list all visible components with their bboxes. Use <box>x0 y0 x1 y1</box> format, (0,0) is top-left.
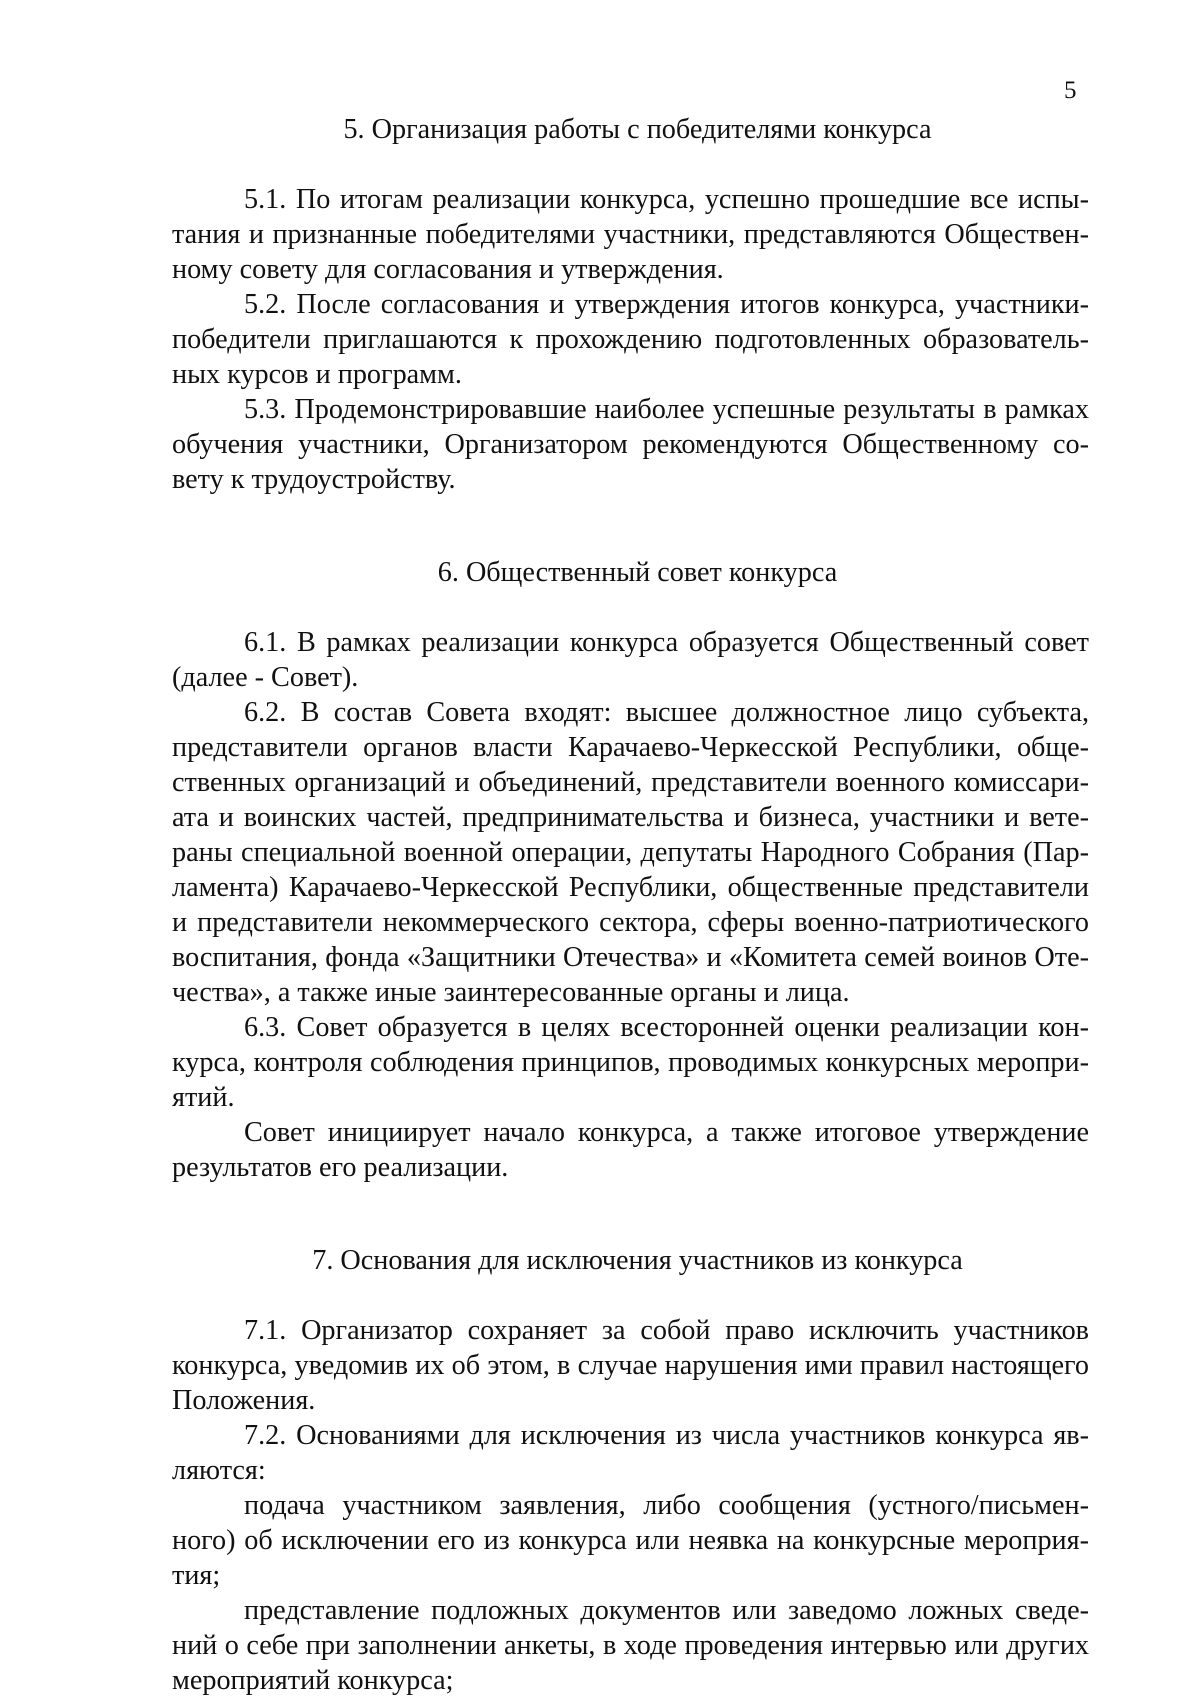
section-heading: 7. Основания для исключения участников из конкурса <box>312 1245 963 1276</box>
paragraph-7-2: 7.2. Основаниями для исключения из числа участников конкурса являются: <box>172 1420 1089 1486</box>
section-heading: 6. Общественный совет конкурса <box>437 557 838 588</box>
paragraph-7-2-item-1: подача участником заявления, либо сообщения (устного/письменного) об исключении его из конкурса или неявка на конкурсные мероприятия; <box>172 1490 1089 1591</box>
section-5 <box>172 112 1089 497</box>
paragraph-6-3: 6.3. Совет образуется в целях всесторонней оценки реализации конкурса, контроля соблюдения принципов, проводимых конкурсных мероприятий. <box>172 1012 1089 1113</box>
section-6 <box>172 555 1089 1185</box>
paragraph-7-1: 7.1. Организатор сохраняет за собой право исключить участников конкурса, уведомив их об этом, в случае нарушения ими правил настоящего Положения. <box>172 1315 1089 1416</box>
paragraph-6-2: 6.2. В состав Совета входят: высшее должностное лицо субъекта, представители органов власти Карачаево-Черкесской Республики, общественных организаций и объединений, представители военного комиссариата и воинских частей, предпринимательства и бизнеса, участники и ветераны специальной военной операции, депутаты Народного Собрания (Парламента) Карачаево-Черкесской Республики, общественные представители и представители некоммерческого сектора, сферы военно-патриотического воспитания, фонда «Защитники Отечества» и «Комитета семей воинов Отечества», а также иные заинтересованные органы и лица. <box>172 697 1089 1008</box>
page-number: 5 <box>1064 77 1077 104</box>
paragraph-6-3-cont: Совет инициирует начало конкурса, а также итоговое утверждение результатов его реализации. <box>172 1117 1089 1183</box>
document-body <box>172 112 1089 1698</box>
paragraph-5-2: 5.2. После согласования и утверждения итогов конкурса, участники-победители приглашаются к прохождению подготовленных образовательных курсов и программ. <box>172 289 1089 390</box>
section-heading: 5. Организация работы с победителями конкурса <box>343 114 932 145</box>
section-7 <box>172 1243 1089 1698</box>
paragraph-7-2-item-2: представление подложных документов или заведомо ложных сведений о себе при заполнении анкеты, в ходе проведения интервью или других мероприятий конкурса; <box>172 1595 1089 1696</box>
paragraph-5-3: 5.3. Продемонстрировавшие наиболее успешные результаты в рамках обучения участники, Организатором рекомендуются Общественному совету к трудоустройству. <box>172 394 1089 495</box>
paragraph-6-1: 6.1. В рамках реализации конкурса образуется Общественный совет (далее - Совет). <box>172 627 1089 693</box>
paragraph-5-1: 5.1. По итогам реализации конкурса, успешно прошедшие все испытания и признанные победителями участники, представляются Общественному совету для согласования и утверждения. <box>172 184 1089 285</box>
